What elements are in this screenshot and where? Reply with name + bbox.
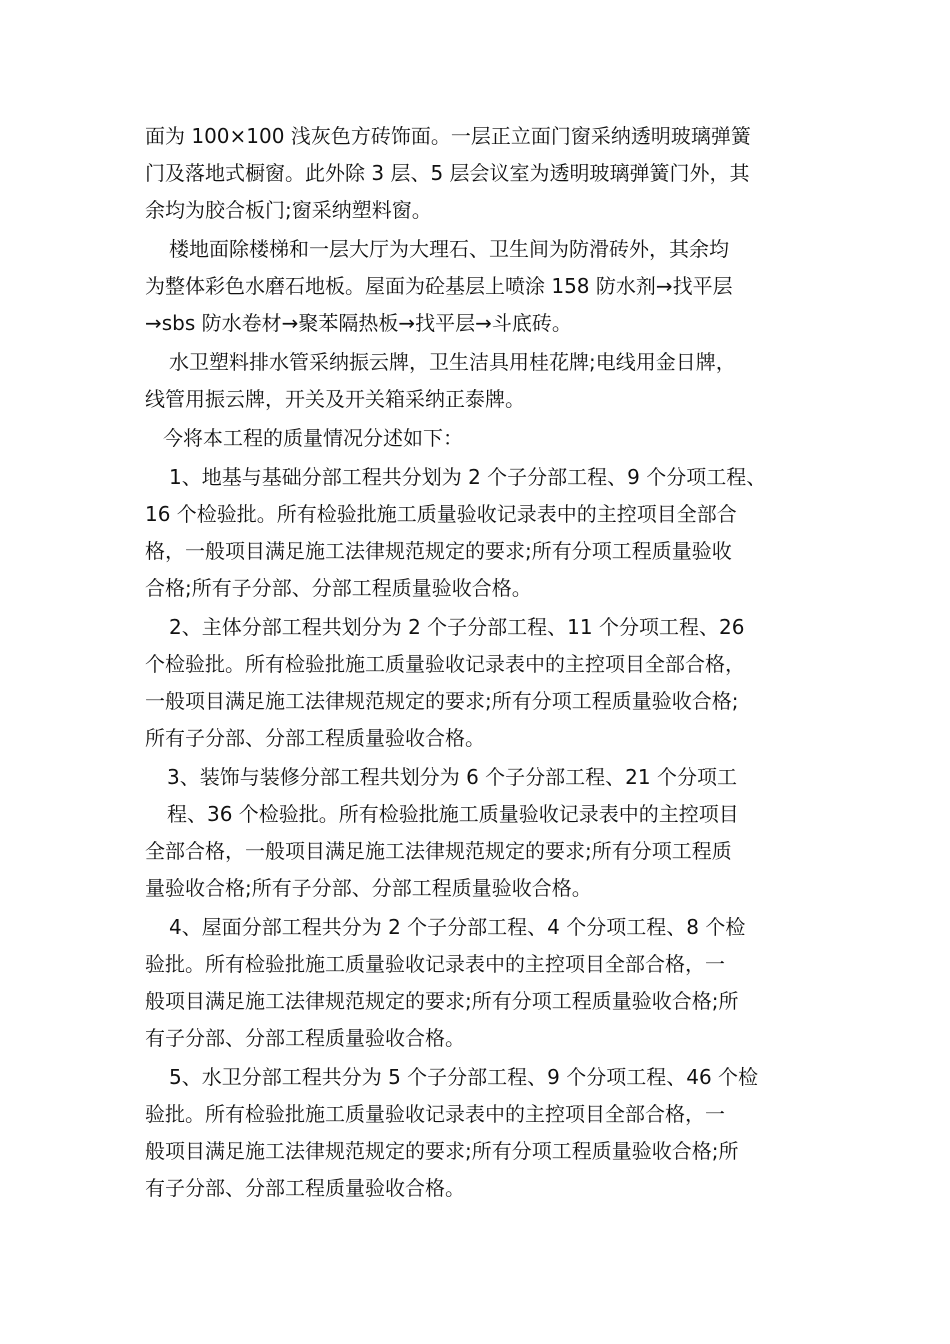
paragraph-item-1 [145, 459, 813, 607]
text-line: 面为 100×100 浅灰色方砖饰面。一层正立面门窗采纳透明玻璃弹簧 [145, 124, 751, 148]
text-line: 有子分部、分部工程质量验收合格。 [145, 1176, 465, 1200]
paragraph-facade [145, 118, 813, 229]
text-line: 余均为胶合板门;窗采纳塑料窗。 [145, 198, 432, 222]
text-line: 门及落地式橱窗。此外除 3 层、5 层会议室为透明玻璃弹簧门外，其 [145, 161, 750, 185]
text-line: 合格;所有子分部、分部工程质量验收合格。 [145, 576, 532, 600]
text-line: 般项目满足施工法律规范规定的要求;所有分项工程质量验收合格;所 [145, 1139, 739, 1163]
text-line: 今将本工程的质量情况分述如下： [163, 426, 463, 450]
text-line: 般项目满足施工法律规范规定的要求;所有分项工程质量验收合格;所 [145, 989, 739, 1013]
paragraph-item-4 [145, 909, 813, 1057]
text-line: 个检验批。所有检验批施工质量验收记录表中的主控项目全部合格， [145, 652, 745, 676]
text-line: 3、装饰与装修分部工程共划分为 6 个子分部工程、21 个分项工 [167, 765, 737, 789]
text-line: 有子分部、分部工程质量验收合格。 [145, 1026, 465, 1050]
text-line: →sbs 防水卷材→聚苯隔热板→找平层→斗底砖。 [145, 311, 572, 335]
text-line: 验批。所有检验批施工质量验收记录表中的主控项目全部合格，一 [145, 1102, 725, 1126]
text-line: 5、水卫分部工程共分为 5 个子分部工程、9 个分项工程、46 个检 [169, 1065, 759, 1089]
text-line: 程、36 个检验批。所有检验批施工质量验收记录表中的主控项目 [167, 802, 739, 826]
text-line: 量验收合格;所有子分部、分部工程质量验收合格。 [145, 876, 592, 900]
text-line: 全部合格，一般项目满足施工法律规范规定的要求;所有分项工程质 [145, 839, 732, 863]
text-line: 格，一般项目满足施工法律规范规定的要求;所有分项工程质量验收 [145, 539, 732, 563]
text-line: 所有子分部、分部工程质量验收合格。 [145, 726, 485, 750]
text-line: 线管用振云牌，开关及开关箱采纳正泰牌。 [145, 387, 525, 411]
text-line: 4、屋面分部工程共分为 2 个子分部工程、4 个分项工程、8 个检 [169, 915, 746, 939]
text-line: 1、地基与基础分部工程共分划为 2 个子分部工程、9 个分项工程、 [169, 465, 767, 489]
text-line: 为整体彩色水磨石地板。屋面为砼基层上喷涂 158 防水剂→找平层 [145, 274, 733, 298]
text-line: 一般项目满足施工法律规范规定的要求;所有分项工程质量验收合格; [145, 689, 739, 713]
paragraph-item-5 [145, 1059, 813, 1207]
paragraph-floor-roof [145, 231, 813, 342]
text-line: 验批。所有检验批施工质量验收记录表中的主控项目全部合格，一 [145, 952, 725, 976]
paragraph-intro [145, 420, 813, 457]
document-body [145, 118, 813, 1207]
paragraph-item-3 [145, 759, 813, 907]
text-line: 楼地面除楼梯和一层大厅为大理石、卫生间为防滑砖外，其余均 [169, 237, 729, 261]
text-line: 水卫塑料排水管采纳振云牌，卫生洁具用桂花牌;电线用金日牌， [169, 350, 736, 374]
paragraph-item-2 [145, 609, 813, 757]
text-line: 16 个检验批。所有检验批施工质量验收记录表中的主控项目全部合 [145, 502, 737, 526]
text-line: 2、主体分部工程共划分为 2 个子分部工程、11 个分项工程、26 [169, 615, 745, 639]
paragraph-plumbing-electrical [145, 344, 813, 418]
